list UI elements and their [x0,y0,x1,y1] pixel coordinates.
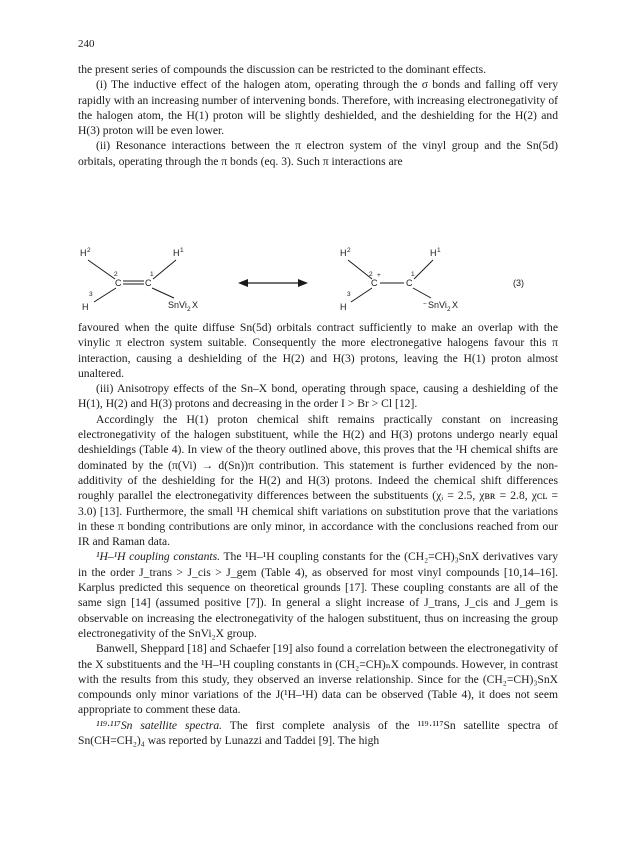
equation-number: (3) [513,278,524,288]
left-structure [80,247,198,312]
svg-text:X: X [452,300,459,310]
svg-text:−: − [423,301,427,308]
svg-text:2: 2 [447,306,451,312]
svg-text:3: 3 [347,291,351,298]
left-c2: C [115,278,122,288]
svg-text:2: 2 [114,271,118,278]
paragraph-inductive-effect: (i) The inductive effect of the halogen atom, operating through the σ bonds and falling off very rapidly with an increasing number of intervening bonds. Therefore, with increasing electronegativity of the halogen atom, the H(1) proton will be slightly deshielded, and the deshielding for the H(2) and H(3) proton will be even lower. [78,78,558,138]
right-h2: H [340,248,347,258]
page-number: 240 [78,38,95,50]
sn-satellite-heading: ¹¹⁹·¹¹⁷Sn satellite spectra. [96,718,223,732]
right-sn-group: SnVi [428,300,447,310]
left-c1: C [145,278,152,288]
coupling-text: The ¹H–¹H coupling constants for the (CH₂=CH)₃SnX derivatives vary in the order J_trans > J_cis > J_gem (Table 4), as observed for most vinyl compounds [10,14–16]. Karplus predicted this sequence on theoretical grounds [17]. These coupling constants are all of the same sign [14] (assumed positive [7]). In general a slight increase of J_trans, J_cis and J_gem is observable on increasing the electronegativity of the halogen substituent, thus on increasing the group electronegativity of the SnVi₂X group. [78,550,558,640]
body-text-middle [78,320,558,748]
paragraph-intro: the present series of compounds the discussion can be restricted to the dominant effects. [78,63,487,76]
body-text-top [78,62,558,169]
svg-text:+: + [377,272,381,279]
svg-text:1: 1 [180,247,184,254]
paragraph-sn-satellite [78,718,558,749]
right-h3: H [340,302,347,312]
right-structure [340,247,458,312]
left-sn-group: SnVi [168,300,187,310]
svg-text:1: 1 [150,271,154,278]
right-h1: H [430,248,437,258]
paragraph-coupling-constants [78,549,558,641]
paragraph-resonance: (ii) Resonance interactions between the π electron system of the vinyl group and the Sn(5d) orbitals, operating through the π bonds (eq. 3). Such π interactions are [78,139,558,168]
svg-text:2: 2 [347,247,351,254]
svg-text:1: 1 [437,247,441,254]
svg-text:2: 2 [87,247,91,254]
paragraph-accordingly: Accordingly the H(1) proton chemical shift remains practically constant on increasing electronegativity of the halogen substituent, while the H(2) and H(3) protons undergo nearly equal deshieldings (Table 4). In view of the theory outlined above, this proves that the ¹H chemical shifts are dominated by the (π(Vi) → d(Sn))π contribution. This statement is further evidenced by the non-additivity of the deshielding for the H(2) and H(3) protons. Indeed the chemical shift differences roughly parallel the electronegativity differences between the substituents (χᵢ = 2.5, χʙʀ = 2.8, χᴄʟ = 3.0) [13]. Furthermore, the small ¹H chemical shift variations on substitution prove that the variations in these π bonding contributions are only minor, in accordance with the conclusions reached from our IR and Raman data. [78,412,558,549]
right-c2: C [371,278,378,288]
resonance-arrow [238,279,308,287]
paragraph-favoured: favoured when the quite diffuse Sn(5d) orbitals contract sufficiently to make an overlap with the vinylic π electron system suitable. Consequently the more electronegative halogens favour this π interaction, causing a deshielding of the H(2) and H(3) protons, leaving the H(1) proton almost unaltered. [78,321,558,380]
left-h3: H [82,302,89,312]
svg-text:1: 1 [411,271,415,278]
svg-text:2: 2 [187,306,191,312]
resonance-scheme-eq3 [78,246,558,312]
coupling-heading: ¹H–¹H coupling constants. [96,550,221,564]
svg-text:3: 3 [89,291,93,298]
paragraph-anisotropy: (iii) Anisotropy effects of the Sn–X bond, operating through space, causing a deshielding of the H(1), H(2) and H(3) protons and decreasing in the order I > Br > Cl [12]. [78,382,558,411]
left-h2: H [80,248,87,258]
left-h1: H [173,248,180,258]
svg-text:X: X [192,300,199,310]
paragraph-banwell: Banwell, Sheppard [18] and Schaefer [19] also found a correlation between the electronegativity of the X substituents and the ¹H–¹H coupling constants in (CH₂=CH)ₙX compounds. However, in contrast with the results from this study, they observed an inverse relationship. Since for the (CH₂=CH)₃SnX compounds only minor variations of the J(¹H–¹H) data can be observed (Table 4), it does not seem appropriate to comment these data. [78,642,558,717]
sn-satellite-text: The first complete analysis of the ¹¹⁹·¹¹⁷Sn satellite spectra of Sn(CH=CH₂)₄ was reported by Lunazzi and Taddei [9]. The high [78,718,558,748]
svg-text:2: 2 [369,271,373,278]
right-c1: C [406,278,413,288]
